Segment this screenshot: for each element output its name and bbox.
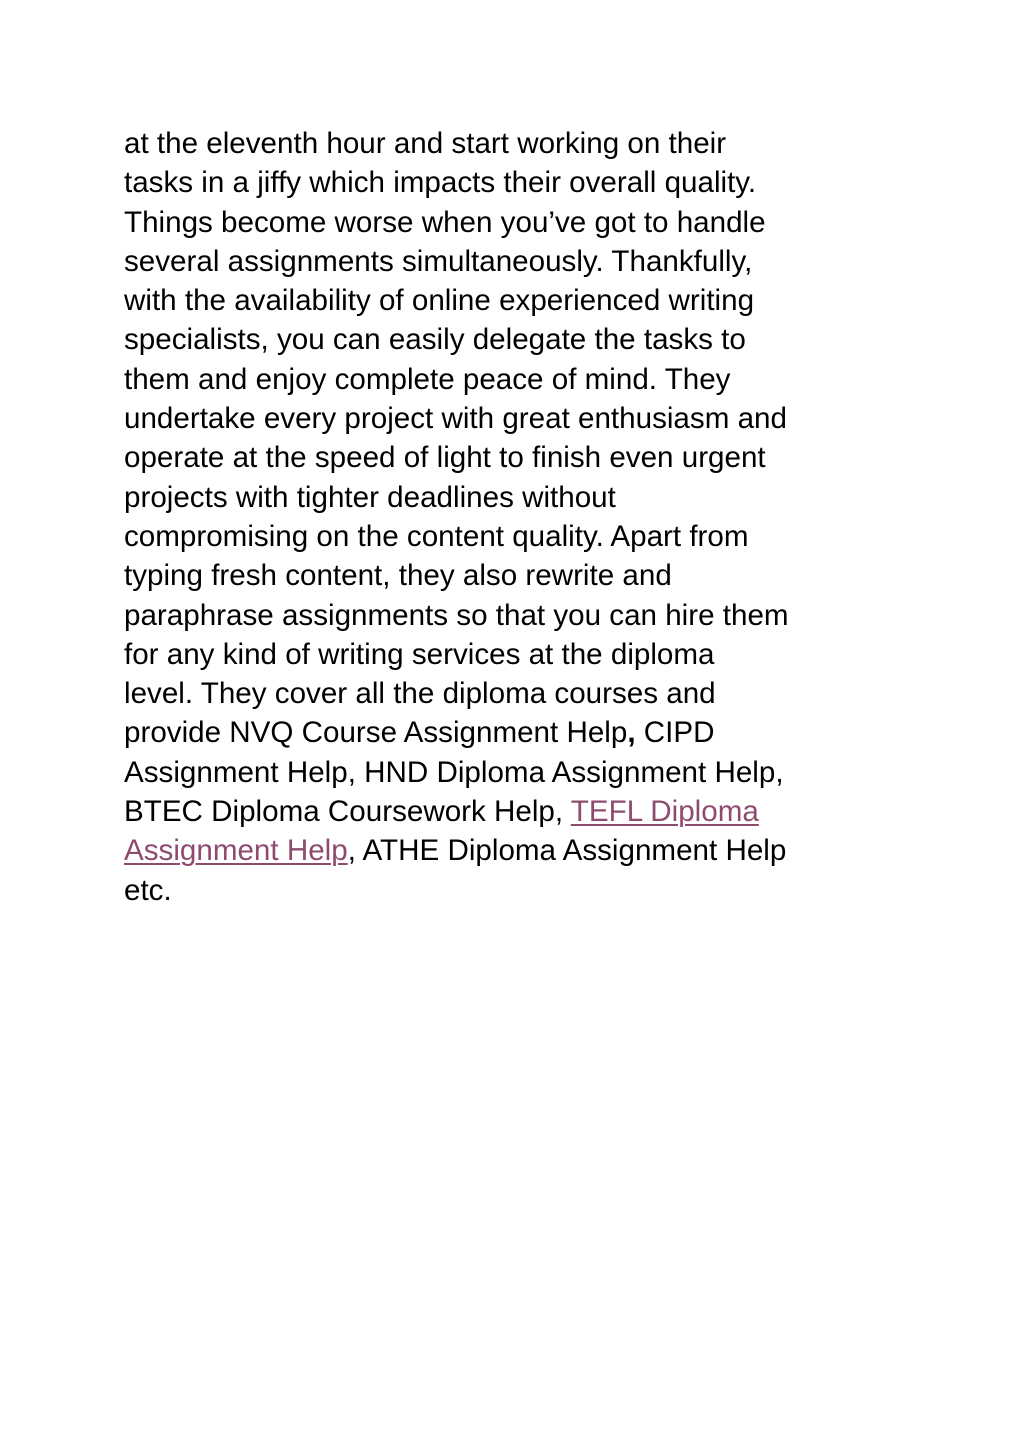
text-line-9: operate at the speed of light to finish even urgent: [124, 441, 766, 475]
text-line-20: etc.: [124, 873, 172, 907]
text-line-11: compromising on the content quality. Apart from: [124, 519, 749, 553]
text-line-6: specialists, you can easily delegate the tasks to: [124, 323, 746, 357]
tefl-diploma-link-part-2[interactable]: Assignment Help: [124, 834, 348, 868]
text-line-16: [124, 713, 914, 752]
text-line-7: them and enjoy complete peace of mind. They: [124, 362, 731, 396]
text-line-5: with the availability of online experienced writing: [124, 284, 755, 318]
text-line-16-end: CIPD: [635, 716, 715, 750]
text-line-3: Things become worse when you’ve got to handle: [124, 205, 766, 239]
text-line-16-start: provide NVQ Course Assignment Help: [124, 716, 628, 750]
text-line-10: projects with tighter deadlines without: [124, 480, 616, 514]
text-line-12: typing fresh content, they also rewrite and: [124, 559, 672, 593]
text-line-14: for any kind of writing services at the diploma: [124, 637, 715, 671]
text-line-15: level. They cover all the diploma courses and: [124, 677, 716, 711]
text-line-8: undertake every project with great enthusiasm and: [124, 402, 787, 436]
text-line-19-end: , ATHE Diploma Assignment Help: [347, 834, 787, 868]
text-line-4: several assignments simultaneously. Thankfully,: [124, 244, 753, 278]
text-line-18: [124, 792, 914, 831]
tefl-diploma-link-part-1[interactable]: TEFL Diploma: [570, 795, 759, 829]
body-paragraph: [124, 124, 914, 910]
text-line-13: paraphrase assignments so that you can hire them: [124, 598, 789, 632]
text-line-17: Assignment Help, HND Diploma Assignment Help,: [124, 755, 784, 789]
text-line-2: tasks in a jiffy which impacts their overall quality.: [124, 166, 757, 200]
text-line-19: [124, 831, 914, 870]
text-line-1: at the eleventh hour and start working on their: [124, 127, 727, 160]
text-line-16-comma: ,: [627, 716, 636, 750]
text-line-18-start: BTEC Diploma Coursework Help,: [124, 795, 571, 829]
